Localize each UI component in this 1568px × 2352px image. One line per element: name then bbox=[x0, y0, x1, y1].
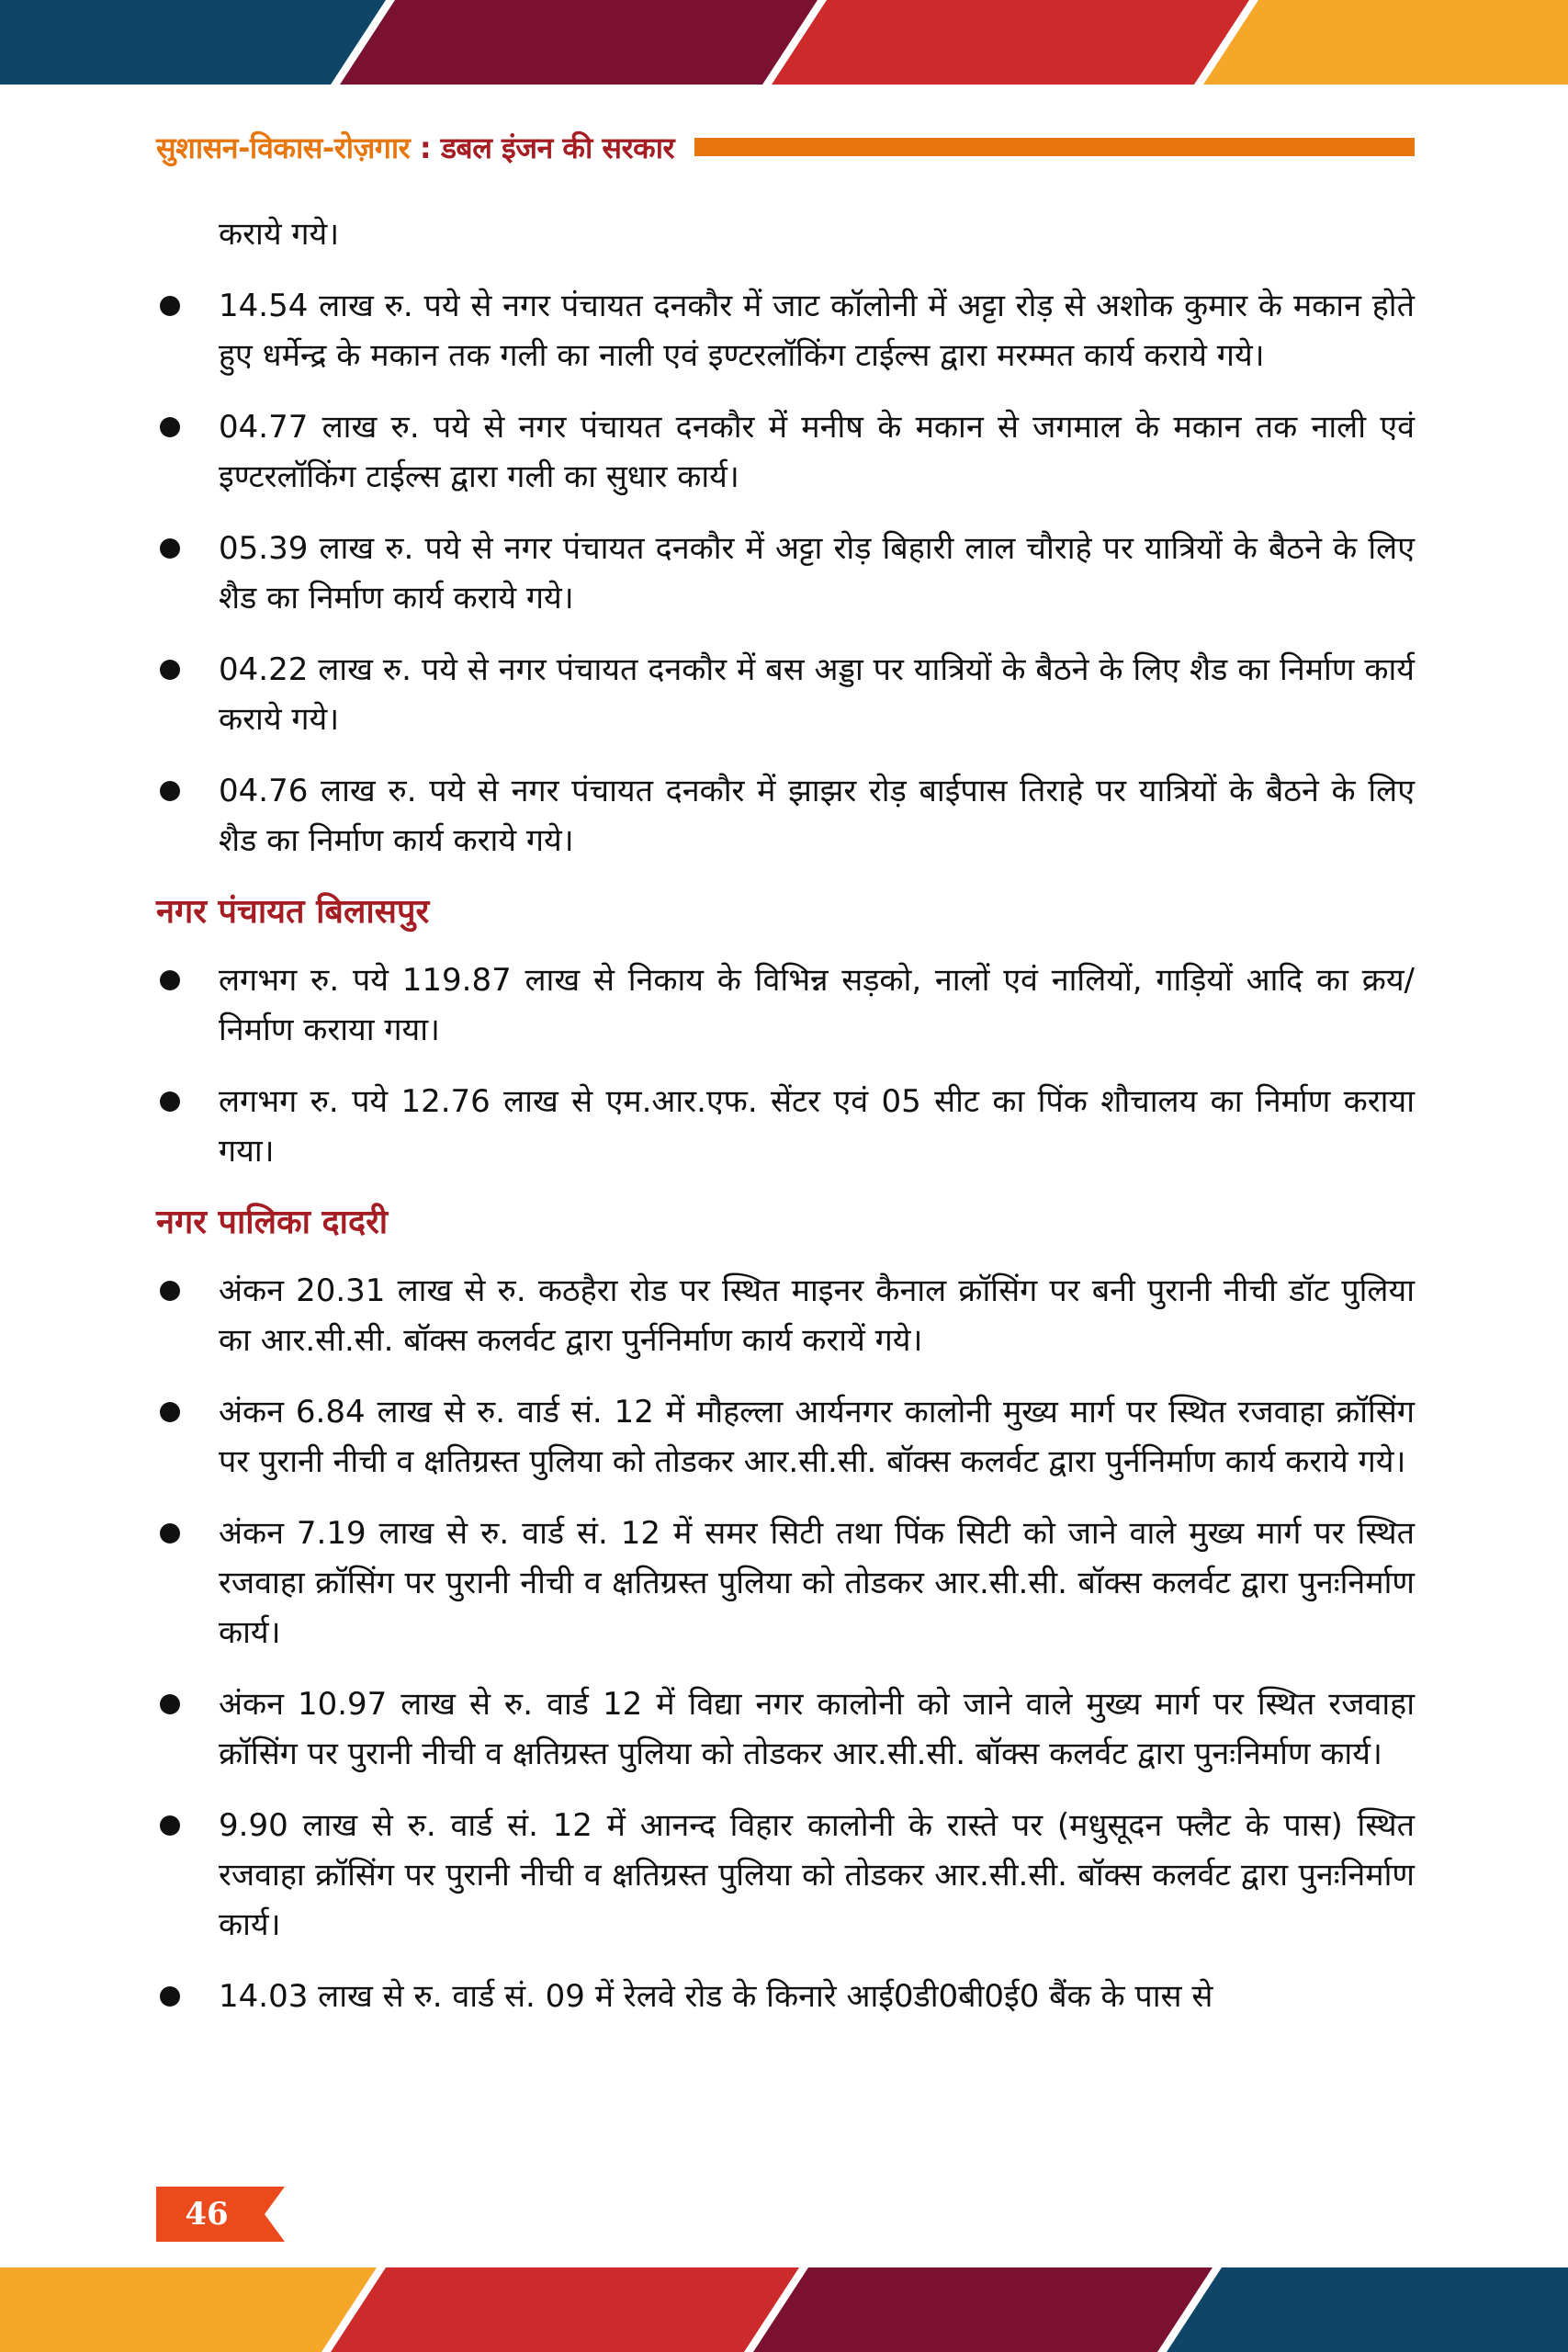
bullet-dot bbox=[156, 1509, 219, 1657]
header-title-part2: : डबल इंजन की सरकार bbox=[410, 130, 675, 165]
bullet-dot bbox=[156, 1679, 219, 1779]
list-item bbox=[156, 1077, 1415, 1176]
list-item bbox=[156, 281, 1415, 380]
list-item bbox=[156, 1387, 1415, 1487]
list-item bbox=[156, 1509, 1415, 1657]
list-item bbox=[156, 524, 1415, 623]
list-item-text: अंकन 7.19 लाख से रु. वार्ड सं. 12 में समर सिटी तथा पिंक सिटी को जाने वाले मुख्य मार्ग पर स्थित रजवाहा क्रॉसिंग पर पुरानी नीची व क्षतिग्रस्त पुलिया को तोडकर आर.सी.सी. बॉक्स कलर्वट द्वारा पुनःनिर्माण कार्य। bbox=[219, 1515, 1415, 1651]
bullet-list-dadri bbox=[156, 1266, 1415, 2021]
list-item-text: 04.77 लाख रु. पये से नगर पंचायत दनकौर में मनीष के मकान से जगमाल के मकान तक नाली एवं इण्टरलॉकिंग टाईल्स द्वारा गली का सुधार कार्य। bbox=[219, 409, 1415, 495]
band-navy-segment bbox=[0, 0, 386, 85]
list-item-text: लगभग रु. पये 119.87 लाख से निकाय के विभिन्न सड़को, नालों एवं नालियों, गाड़ियों आदि का क्रय/निर्माण कराया गया। bbox=[219, 962, 1415, 1048]
bullet-list-bilaspur bbox=[156, 956, 1415, 1176]
bullet-dot bbox=[156, 524, 219, 623]
list-item bbox=[156, 645, 1415, 744]
section-heading-dadri: नगर पालिका दादरी bbox=[156, 1204, 389, 1241]
section-heading-bilaspur: नगर पंचायत बिलासपुर bbox=[156, 893, 430, 931]
list-item-text: अंकन 6.84 लाख से रु. वार्ड सं. 12 में मौहल्ला आर्यनगर कालोनी मुख्य मार्ग पर स्थित रजवाहा क्रॉसिंग पर पुरानी नीची व क्षतिग्रस्त पुलिया को तोडकर आर.सी.सी. बॉक्स कलर्वट द्वारा पुर्ननिर्माण कार्य कराये गये। bbox=[219, 1394, 1415, 1480]
band-maroon-segment bbox=[753, 2267, 1213, 2352]
header-title-part1: सुशासन-विकास-रोज़गार bbox=[156, 130, 411, 165]
list-item-text: 05.39 लाख रु. पये से नगर पंचायत दनकौर में अट्टा रोड़ बिहारी लाल चौराहे पर यात्रियों के बैठने के लिए शैड का निर्माण कार्य कराये गये। bbox=[219, 530, 1415, 616]
list-item-text: 9.90 लाख से रु. वार्ड सं. 12 में आनन्द विहार कालोनी के रास्ते पर (मधुसूदन फ्लैट के पास) स्थित रजवाहा क्रॉसिंग पर पुरानी नीची व क्षतिग्रस्त पुलिया को तोडकर आर.सी.सी. बॉक्स कलर्वट द्वारा पुनःनिर्माण कार्य। bbox=[219, 1807, 1415, 1943]
bullet-dot bbox=[156, 281, 219, 380]
list-item-text: अंकन 20.31 लाख से रु. कठहैरा रोड पर स्थित माइनर कैनाल क्रॉसिंग पर बनी पुरानी नीची डॉट पुलिया का आर.सी.सी. बॉक्स कलर्वट द्वारा पुर्ननिर्माण कार्य करायें गये। bbox=[219, 1272, 1415, 1359]
band-maroon-segment bbox=[340, 0, 818, 85]
top-decorative-band bbox=[0, 0, 1568, 85]
bullet-dot bbox=[156, 1972, 219, 2021]
bullet-dot bbox=[156, 402, 219, 502]
bullet-list-dankaur bbox=[156, 281, 1415, 865]
list-item-text: अंकन 10.97 लाख से रु. वार्ड 12 में विद्या नगर कालोनी को जाने वाले मुख्य मार्ग पर स्थित रजवाहा क्रॉसिंग पर पुरानी नीची व क्षतिग्रस्त पुलिया को तोडकर आर.सी.सी. बॉक्स कलर्वट द्वारा पुनःनिर्माण कार्य। bbox=[219, 1686, 1415, 1772]
main-content bbox=[156, 209, 1415, 2043]
continuation-text: कराये गये। bbox=[219, 216, 340, 253]
list-item-text: 04.22 लाख रु. पये से नगर पंचायत दनकौर में बस अड्डा पर यात्रियों के बैठने के लिए शैड का निर्माण कार्य कराये गये। bbox=[219, 651, 1415, 738]
bullet-dot bbox=[156, 1387, 219, 1487]
list-item-text: लगभग रु. पये 12.76 लाख से एम.आर.एफ. सेंटर एवं 05 सीट का पिंक शौचालय का निर्माण कराया गया। bbox=[219, 1083, 1415, 1170]
list-item bbox=[156, 402, 1415, 502]
header-title bbox=[156, 128, 674, 167]
running-header bbox=[156, 124, 1415, 170]
bullet-dot bbox=[156, 956, 219, 1055]
bullet-dot bbox=[156, 766, 219, 865]
list-item bbox=[156, 956, 1415, 1055]
band-yellow-segment bbox=[1203, 0, 1568, 85]
band-navy-segment bbox=[1167, 2267, 1568, 2352]
bottom-decorative-band bbox=[0, 2267, 1568, 2352]
band-red-segment bbox=[331, 2267, 799, 2352]
bullet-dot bbox=[156, 645, 219, 744]
list-item bbox=[156, 766, 1415, 865]
page-number: 46 bbox=[185, 2196, 229, 2233]
list-item bbox=[156, 1679, 1415, 1779]
list-item-text: 04.76 लाख रु. पये से नगर पंचायत दनकौर में झाझर रोड़ बाईपास तिराहे पर यात्रियों के बैठने के लिए शैड का निर्माण कार्य कराये गये। bbox=[219, 773, 1415, 859]
bullet-dot bbox=[156, 1077, 219, 1176]
list-item-text: 14.03 लाख से रु. वार्ड सं. 09 में रेलवे रोड के किनारे आई0डी0बी0ई0 बैंक के पास से bbox=[219, 1978, 1213, 2015]
list-item bbox=[156, 1801, 1415, 1950]
list-item bbox=[156, 1266, 1415, 1365]
band-red-segment bbox=[772, 0, 1249, 85]
list-item-text: 14.54 लाख रु. पये से नगर पंचायत दनकौर में जाट कॉलोनी में अट्टा रोड़ से अशोक कुमार के मकान होते हुए धर्मेन्द्र के मकान तक गली का नाली एवं इण्टरलॉकिंग टाईल्स द्वारा मरम्मत कार्य कराये गये। bbox=[219, 288, 1415, 374]
list-item bbox=[156, 1972, 1415, 2021]
bullet-dot bbox=[156, 1266, 219, 1365]
band-yellow-segment bbox=[0, 2267, 377, 2352]
bullet-dot bbox=[156, 1801, 219, 1950]
header-rule bbox=[694, 138, 1415, 156]
